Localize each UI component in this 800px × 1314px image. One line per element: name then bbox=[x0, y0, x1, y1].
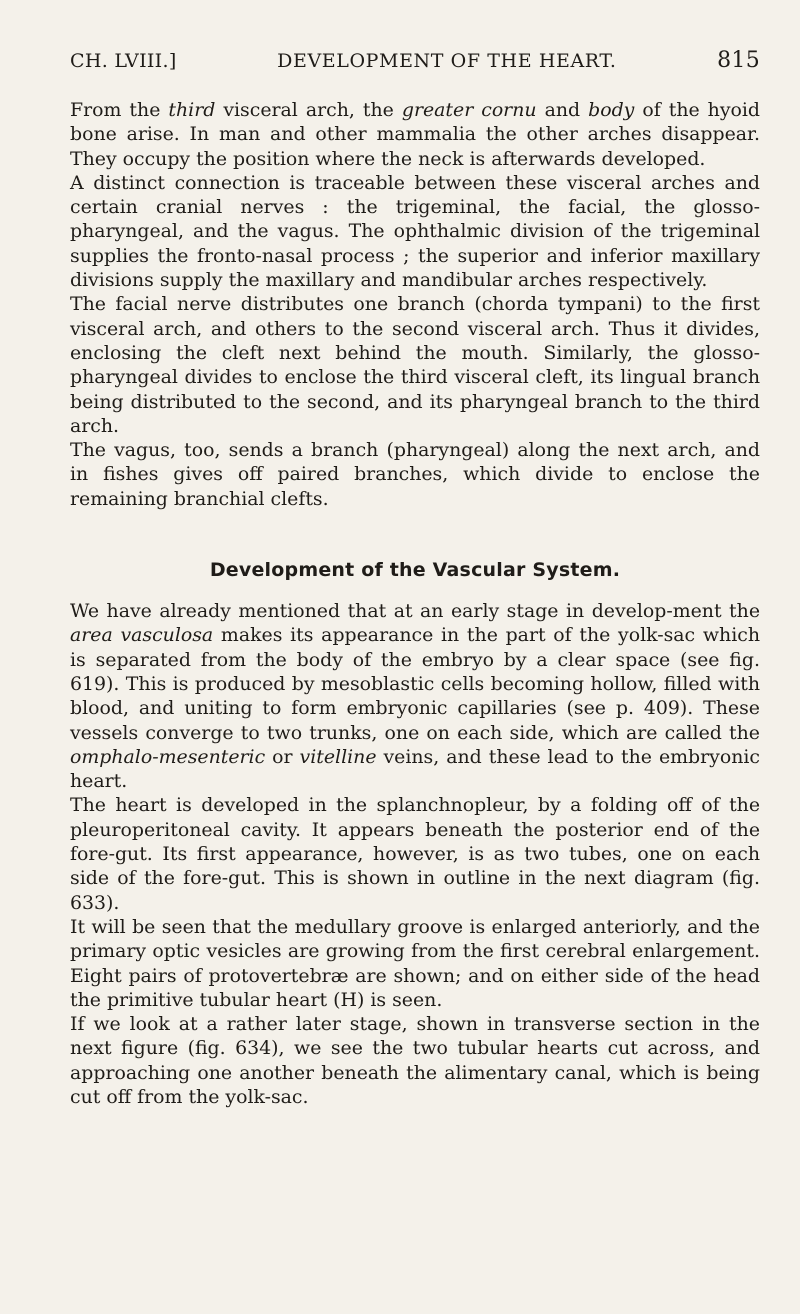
text-run: or bbox=[265, 745, 300, 768]
text-run: We have already mentioned that at an early stage in develop-ment the bbox=[70, 600, 760, 623]
page-number: 815 bbox=[717, 48, 760, 73]
text-block-bottom bbox=[70, 599, 760, 1109]
chapter-label: CH. LVIII.] bbox=[70, 50, 177, 72]
paragraph bbox=[70, 292, 760, 438]
paragraph bbox=[70, 599, 760, 793]
book-page bbox=[70, 48, 760, 1109]
running-head bbox=[70, 48, 760, 88]
paragraph bbox=[70, 793, 760, 914]
italic-term: omphalo-mesenteric bbox=[70, 745, 266, 768]
text-run: If we look at a rather later stage, shown in transverse section in the next figure (fig. 634), we see the two tubular hearts cut across, and approaching one another beneath the alimentary canal, which is being cut off from the yolk-sac. bbox=[70, 1013, 760, 1108]
paragraph bbox=[70, 171, 760, 292]
italic-term: greater cornu bbox=[401, 99, 537, 121]
text-block-top bbox=[70, 98, 760, 511]
section-heading: Development of the Vascular System. bbox=[209, 559, 621, 582]
paragraph bbox=[70, 438, 760, 511]
text-run: veins, and these lead to the embryonic heart. bbox=[70, 745, 760, 793]
italic-term: vitelline bbox=[299, 745, 377, 768]
italic-term: third bbox=[168, 99, 216, 121]
text-run: The facial nerve distributes one branch (chorda tympani) to the first visceral arch, and others to the second visceral arch. Thus it divides, enclosing the cleft next behind the mouth. Similarly, the glosso-pharyngeal divides to enclose the third visceral cleft, its lingual branch being distributed to the second, and its pharyngeal branch to the third arch. bbox=[70, 293, 760, 437]
running-title: DEVELOPMENT OF THE HEART. bbox=[277, 50, 617, 72]
italic-term: area vasculosa bbox=[70, 624, 214, 647]
paragraph bbox=[70, 98, 760, 171]
text-run: From the bbox=[70, 99, 169, 121]
text-run: makes its appearance in the part of the yolk-sac which is separated from the body of the embryo by a clear space (see fig. 619). This is produced by mesoblastic cells becoming hollow, filled with blood, and uniting to form embryonic capillaries (see p. 409). These vessels converge to two trunks, one on each side, which are called the bbox=[70, 624, 760, 744]
text-run: and bbox=[536, 99, 589, 121]
text-run: A distinct connection is traceable between these visceral arches and certain cranial nerves : the trigeminal, the facial, the glosso-pharyngeal, and the vagus. The ophthalmic division of the trigeminal supplies the fronto-nasal process ; the superior and inferior maxillary divisions supply the maxillary and mandibular arches respectively. bbox=[70, 171, 760, 292]
text-run: It will be seen that the medullary groove is enlarged anteriorly, and the primary optic vesicles are growing from the first cerebral enlargement. Eight pairs of protovertebræ are shown; and on either side of the head the primitive tubular heart (H) is seen. bbox=[70, 915, 760, 1011]
text-run: The vagus, too, sends a branch (pharyngeal) along the next arch, and in fishes gives off paired branches, which divide to enclose the remaining branchial clefts. bbox=[70, 439, 760, 510]
italic-term: body bbox=[588, 99, 635, 121]
paragraph bbox=[70, 1012, 760, 1109]
text-run: visceral arch, the bbox=[215, 99, 402, 121]
text-run: The heart is developed in the splanchnopleur, by a folding off of the pleuroperitoneal cavity. It appears beneath the posterior end of the fore-gut. Its first appearance, however, is as two tubes, one on each side of the fore-gut. This is shown in outline in the next diagram (fig. 633). bbox=[70, 794, 760, 914]
paragraph bbox=[70, 915, 760, 1012]
text-run: of the hyoid bone arise. In man and other mammalia the other arches disappear. They occupy the position where the neck is afterwards developed. bbox=[70, 99, 761, 170]
